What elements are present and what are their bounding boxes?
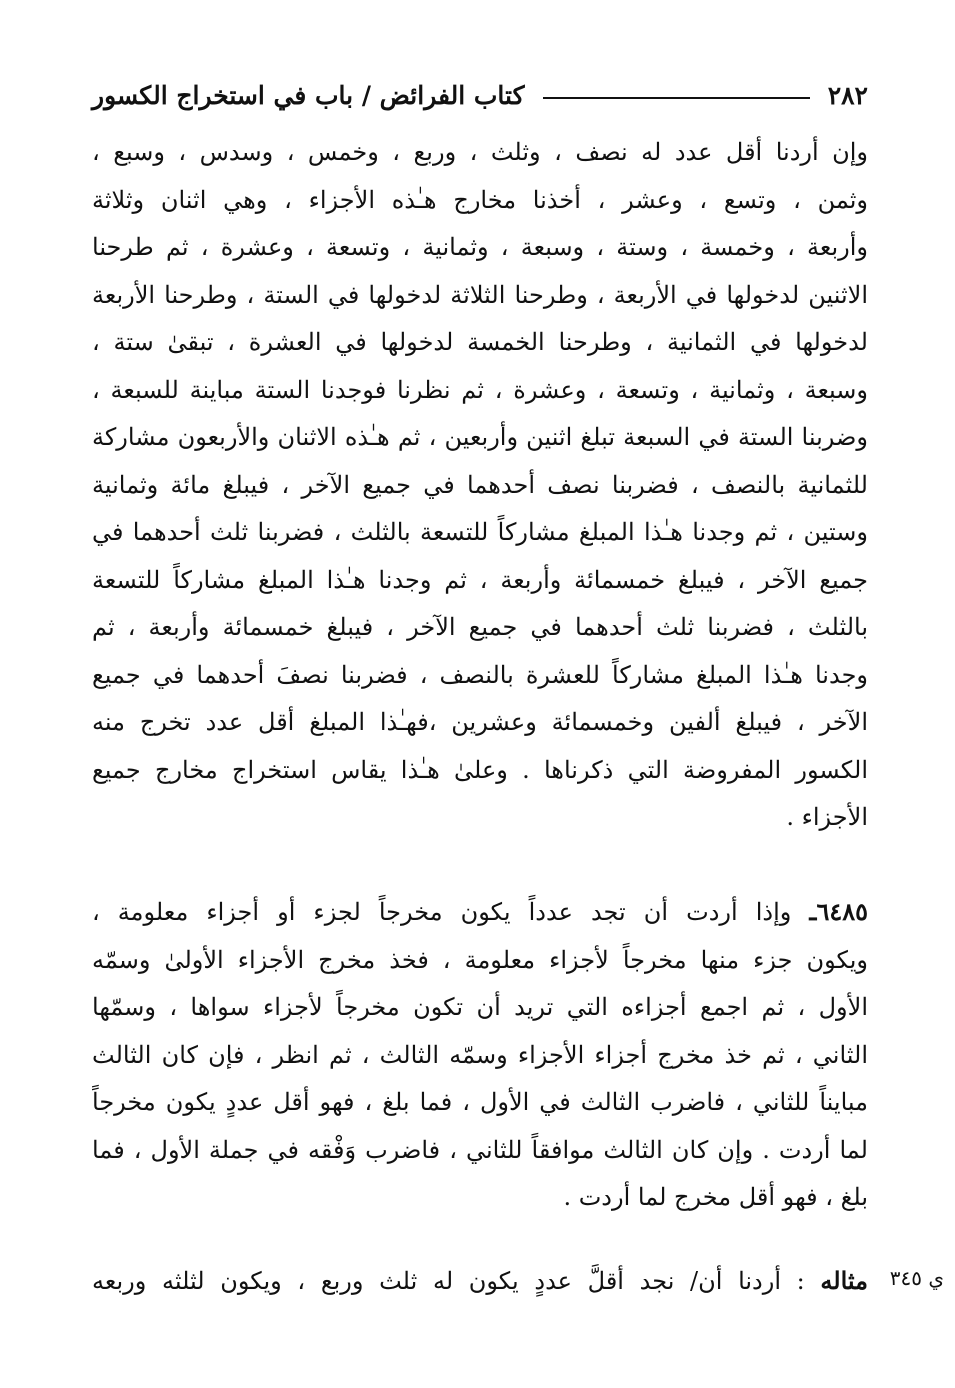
paragraph-issue-6485 [92, 888, 868, 1222]
text-line: وإن أردنا أقل عدد له نصف ، وثلث ، وربع ، وخمس ، وسدس ، وسبع ، [92, 138, 868, 166]
text-line: ويكون جزء منها مخرجاً لأجزاء معلومة ، فخذ مخرج الأجزاء الأولىٰ وسمّه [92, 945, 868, 974]
text-line: مبايناً للثاني ، فاضرب الثالث في الأول ، فما بلغ ، فهو أقل عددٍ يكون مخرجاً [92, 1088, 868, 1116]
page-number: ٢٨٢ [827, 80, 868, 110]
text-line: جميع الآخر ، فيبلغ خمسمائة وأربعة ، ثم وجدنا هـٰذا المبلغ مشاركاً للتسعة [92, 565, 868, 594]
text-line: لدخولها في الثمانية ، وطرحنا الخمسة لدخولها في العشرة ، تبقىٰ ستة ، [92, 328, 868, 356]
text-line: وستين ، ثم وجدنا هـٰذا المبلغ مشاركاً للتسعة بالثلث ، فضربنا ثلث أحدهما في [92, 518, 868, 546]
text-line: بلغ ، فهو أقل مخرج لما أردت . [563, 1183, 868, 1211]
header-rule [543, 97, 810, 99]
text-line: الأجزاء . [786, 803, 868, 831]
example-text: : أردنا أن/ نجد أقلَّ عددٍ يكون له ثلث وربع ، ويكون لثلثه وربعه [92, 1267, 805, 1295]
text-line: وثمن ، وتسع ، وعشر ، أخذنا مخارج هـٰذه الأجزاء ، وهي اثنان وثلاثة [92, 185, 868, 214]
paragraph-example [92, 1257, 868, 1306]
text-line-example [92, 1257, 868, 1306]
text-line: الآخر ، فيبلغ ألفين وخمسمائة وعشرين ،فهـٰذا المبلغ أقل عدد تخرج منه [92, 708, 868, 736]
text-line: الأول ، ثم اجمع أجزاءه التي تريد أن تكون مخرجاً لأجزاء سواها ، وسمّها [92, 993, 868, 1021]
text-line: وجدنا هـٰذا المبلغ مشاركاً للعشرة بالنصف ، فضربنا نصفَ أحدهما في جميع [92, 660, 868, 689]
paragraph-fraction-denominators [92, 129, 868, 842]
text-line: الثاني ، ثم خذ مخرج أجزاء الأجزاء وسمّه الثالث ، ثم انظر ، فإن كان الثالث [92, 1040, 868, 1069]
text-line: وضربنا الستة في السبعة تبلغ اثنين وأربعين ، ثم هـٰذه الاثنان والأربعون مشاركة [92, 423, 868, 451]
example-label: مثاله [820, 1266, 868, 1295]
running-title: كتاب الفرائض / باب في استخراج الكسور [92, 80, 525, 110]
text-line: للثمانية بالنصف ، فضربنا نصف أحدهما في جميع الآخر ، فيبلغ مائة وثمانية [92, 470, 868, 499]
text-line: بالثلث ، فضربنا ثلث أحدهما في جميع الآخر ، فيبلغ خمسمائة وأربعة ، ثم [92, 613, 868, 641]
text-line: الكسور المفروضة التي ذكرناها . وعلىٰ هـٰذا يقاس استخراج مخارج جميع [92, 755, 868, 784]
text-line: وأربعة ، وخمسة ، وستة ، وسبعة ، وثمانية ، وتسعة ، وعشرة ، ثم طرحنا [92, 233, 868, 261]
issue-text-start: وإذا أردت أن تجد عدداً يكون مخرجاً لجزء أو أجزاء معلومة ، [92, 898, 792, 926]
text-line: لما أردت . وإن كان الثالث موافقاً للثاني ، فاضرب وَفْقه في جملة الأول ، فما [92, 1135, 868, 1164]
page-header [92, 70, 868, 120]
margin-page-reference: ي ٣٤٥ [889, 1266, 944, 1290]
text-line: وسبعة ، وثمانية ، وتسعة ، وعشرة ، ثم نظرنا فوجدنا الستة مباينة للسبعة ، [92, 375, 868, 404]
issue-number: ٦٤٨٥ـ [809, 897, 868, 926]
text-line-first [92, 888, 868, 937]
text-line: الاثنين لدخولها في الأربعة ، وطرحنا الثلاثة لدخولها في الستة ، وطرحنا الأربعة [92, 280, 868, 309]
